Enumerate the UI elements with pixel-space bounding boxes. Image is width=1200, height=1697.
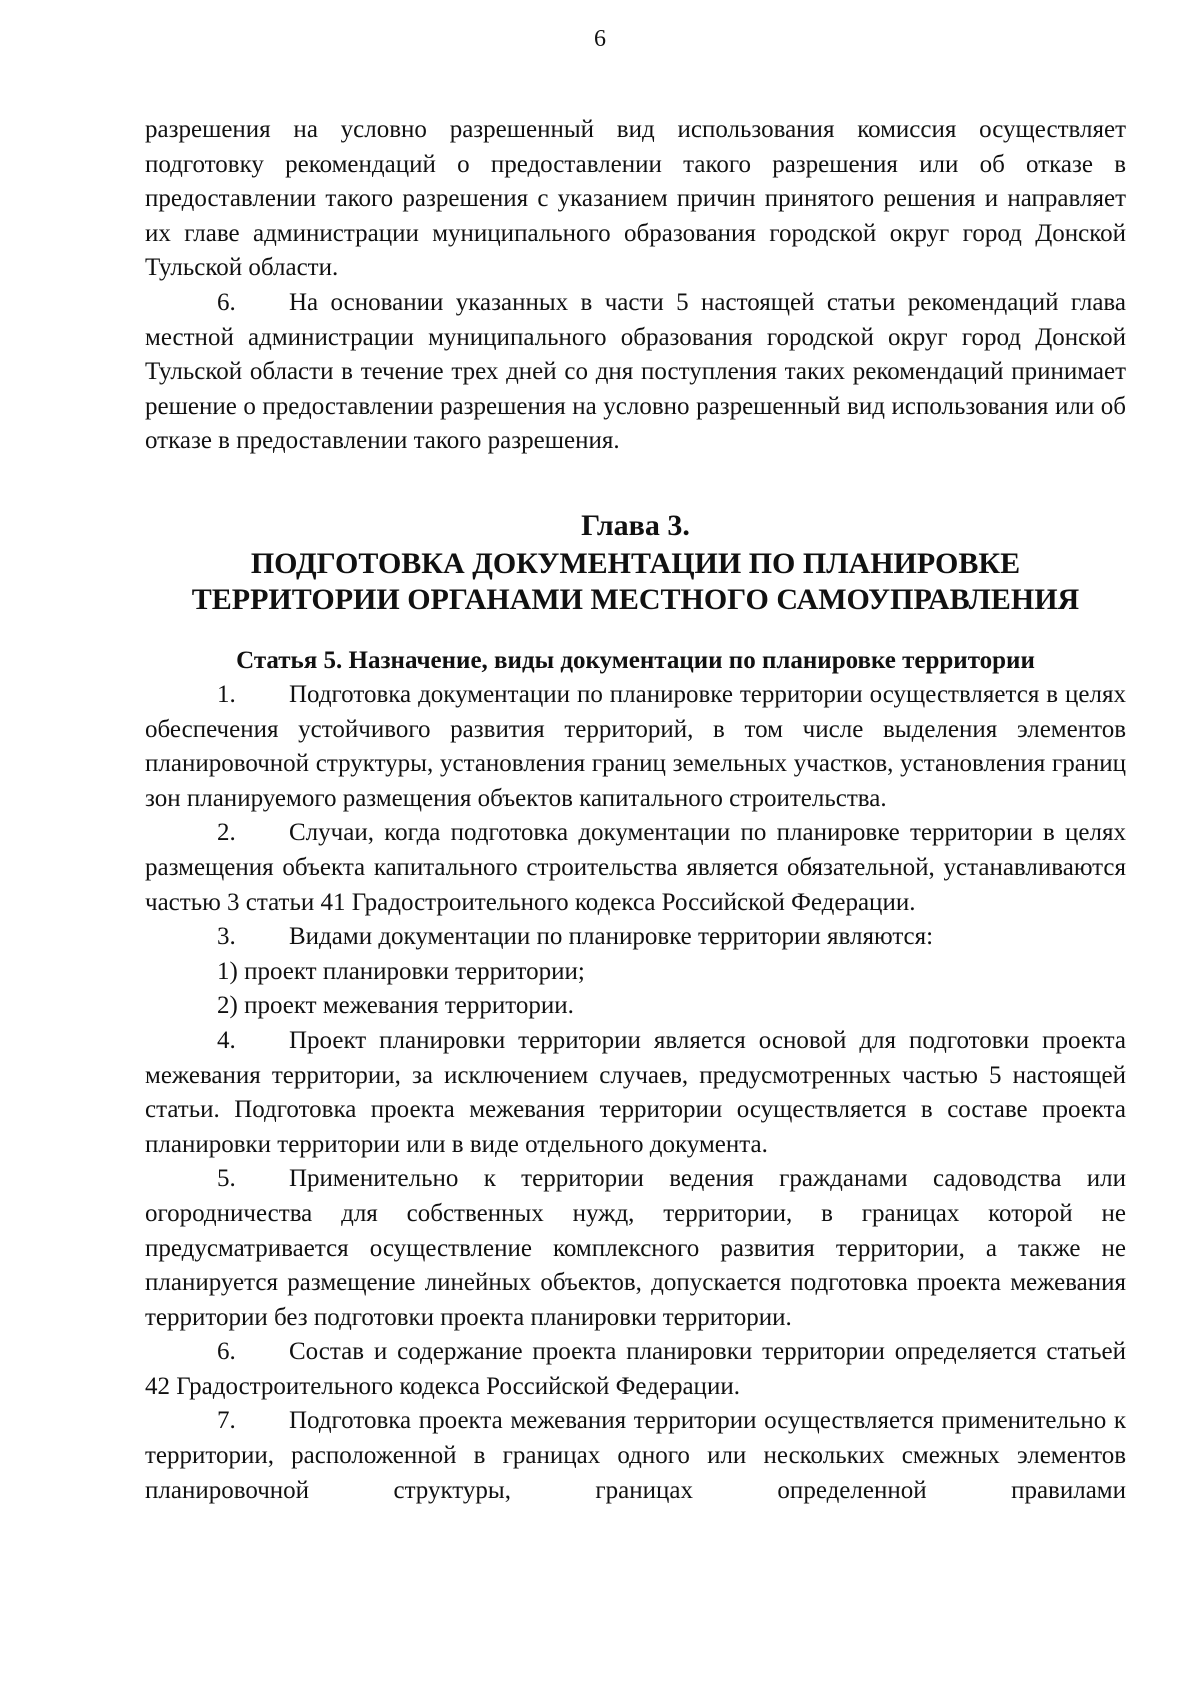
page-number: 6 <box>594 26 606 52</box>
article-item-4 <box>145 1024 1126 1162</box>
chapter-number: Глава 3. <box>581 509 690 542</box>
top-text-block <box>145 113 1126 459</box>
item-text: Применительно к территории ведения гражданами садоводства или огородничества для собственных нужд, территории, в границах которой не предусматривается осуществление комплексного развития территории, а также не планируется размещение линейных объектов, допускается подготовка проекта межевания территории без подготовки проекта планировки территории. <box>145 1165 1126 1331</box>
article-item-5 <box>145 1162 1126 1335</box>
article-body <box>145 678 1126 1508</box>
item-text: Подготовка проекта межевания территории осуществляется применительно к территории, расположенной в границах одного или нескольких смежных элементов планировочной структуры, границах определенной правилами <box>145 1407 1126 1504</box>
continuation-paragraph: разрешения на условно разрешенный вид использования комиссия осуществляет подготовку рекомендаций о предоставлении такого разрешения или об отказе в предоставлении такого разрешения с указанием причин принятого решения и направляет их главе администрации муниципального образования городской округ город Донской Тульской области. <box>145 116 1126 282</box>
item-text: На основании указанных в части 5 настоящей статьи рекомендаций глава местной администрации муниципального образования городской округ город Донской Тульской области в течение трех дней со дня поступления таких рекомендаций принимает решение о предоставлении разрешения на условно разрешенный вид использования или об отказе в предоставлении такого разрешения. <box>145 288 1126 455</box>
item-text: Состав и содержание проекта планировки территории определяется статьей 42 Градостроительного кодекса Российской Федерации. <box>145 1338 1126 1400</box>
item-number: 6. <box>217 288 236 316</box>
item-text: Подготовка документации по планировке территории осуществляется в целях обеспечения устойчивого развития территорий, в том числе выделения элементов планировочной структуры, установления границ земельных участков, установления границ зон планируемого размещения объектов капитального строительства. <box>145 681 1126 812</box>
item-number: 6. <box>217 1338 236 1366</box>
item-number: 5. <box>217 1165 236 1193</box>
item-text: Случаи, когда подготовка документации по планировке территории в целях размещения объекта капитального строительства является обязательной, устанавливаются частью 3 статьи 41 Градостроительного кодекса Российской Федерации. <box>145 819 1126 916</box>
item-number: 7. <box>217 1407 236 1435</box>
item-text: Видами документации по планировке территории являются: <box>289 923 934 951</box>
sub-item-1: 1) проект планировки территории; <box>217 957 585 985</box>
article-title: Статья 5. Назначение, виды документации по планировке территории <box>236 647 1035 674</box>
item-number: 2. <box>217 819 236 847</box>
article-item-7 <box>145 1404 1126 1508</box>
paragraph-item-6 <box>145 286 1126 459</box>
sub-item-2: 2) проект межевания территории. <box>217 992 574 1020</box>
article-item-6 <box>145 1335 1126 1404</box>
item-text: Проект планировки территории является основой для подготовки проекта межевания территории, за исключением случаев, предусмотренных частью 5 настоящей статьи. Подготовка проекта межевания территории осуществляется в составе проекта планировки территории или в виде отдельного документа. <box>145 1026 1126 1158</box>
article-item-2 <box>145 816 1126 920</box>
chapter-title: ПОДГОТОВКА ДОКУМЕНТАЦИИ ПО ПЛАНИРОВКЕ ТЕРРИТОРИИ ОРГАНАМИ МЕСТНОГО САМОУПРАВЛЕНИЯ <box>191 547 1080 616</box>
item-number: 4. <box>217 1026 236 1054</box>
article-item-1 <box>145 678 1126 816</box>
item-number: 1. <box>217 681 236 708</box>
item-number: 3. <box>217 923 236 951</box>
article-item-3 <box>145 920 1126 955</box>
